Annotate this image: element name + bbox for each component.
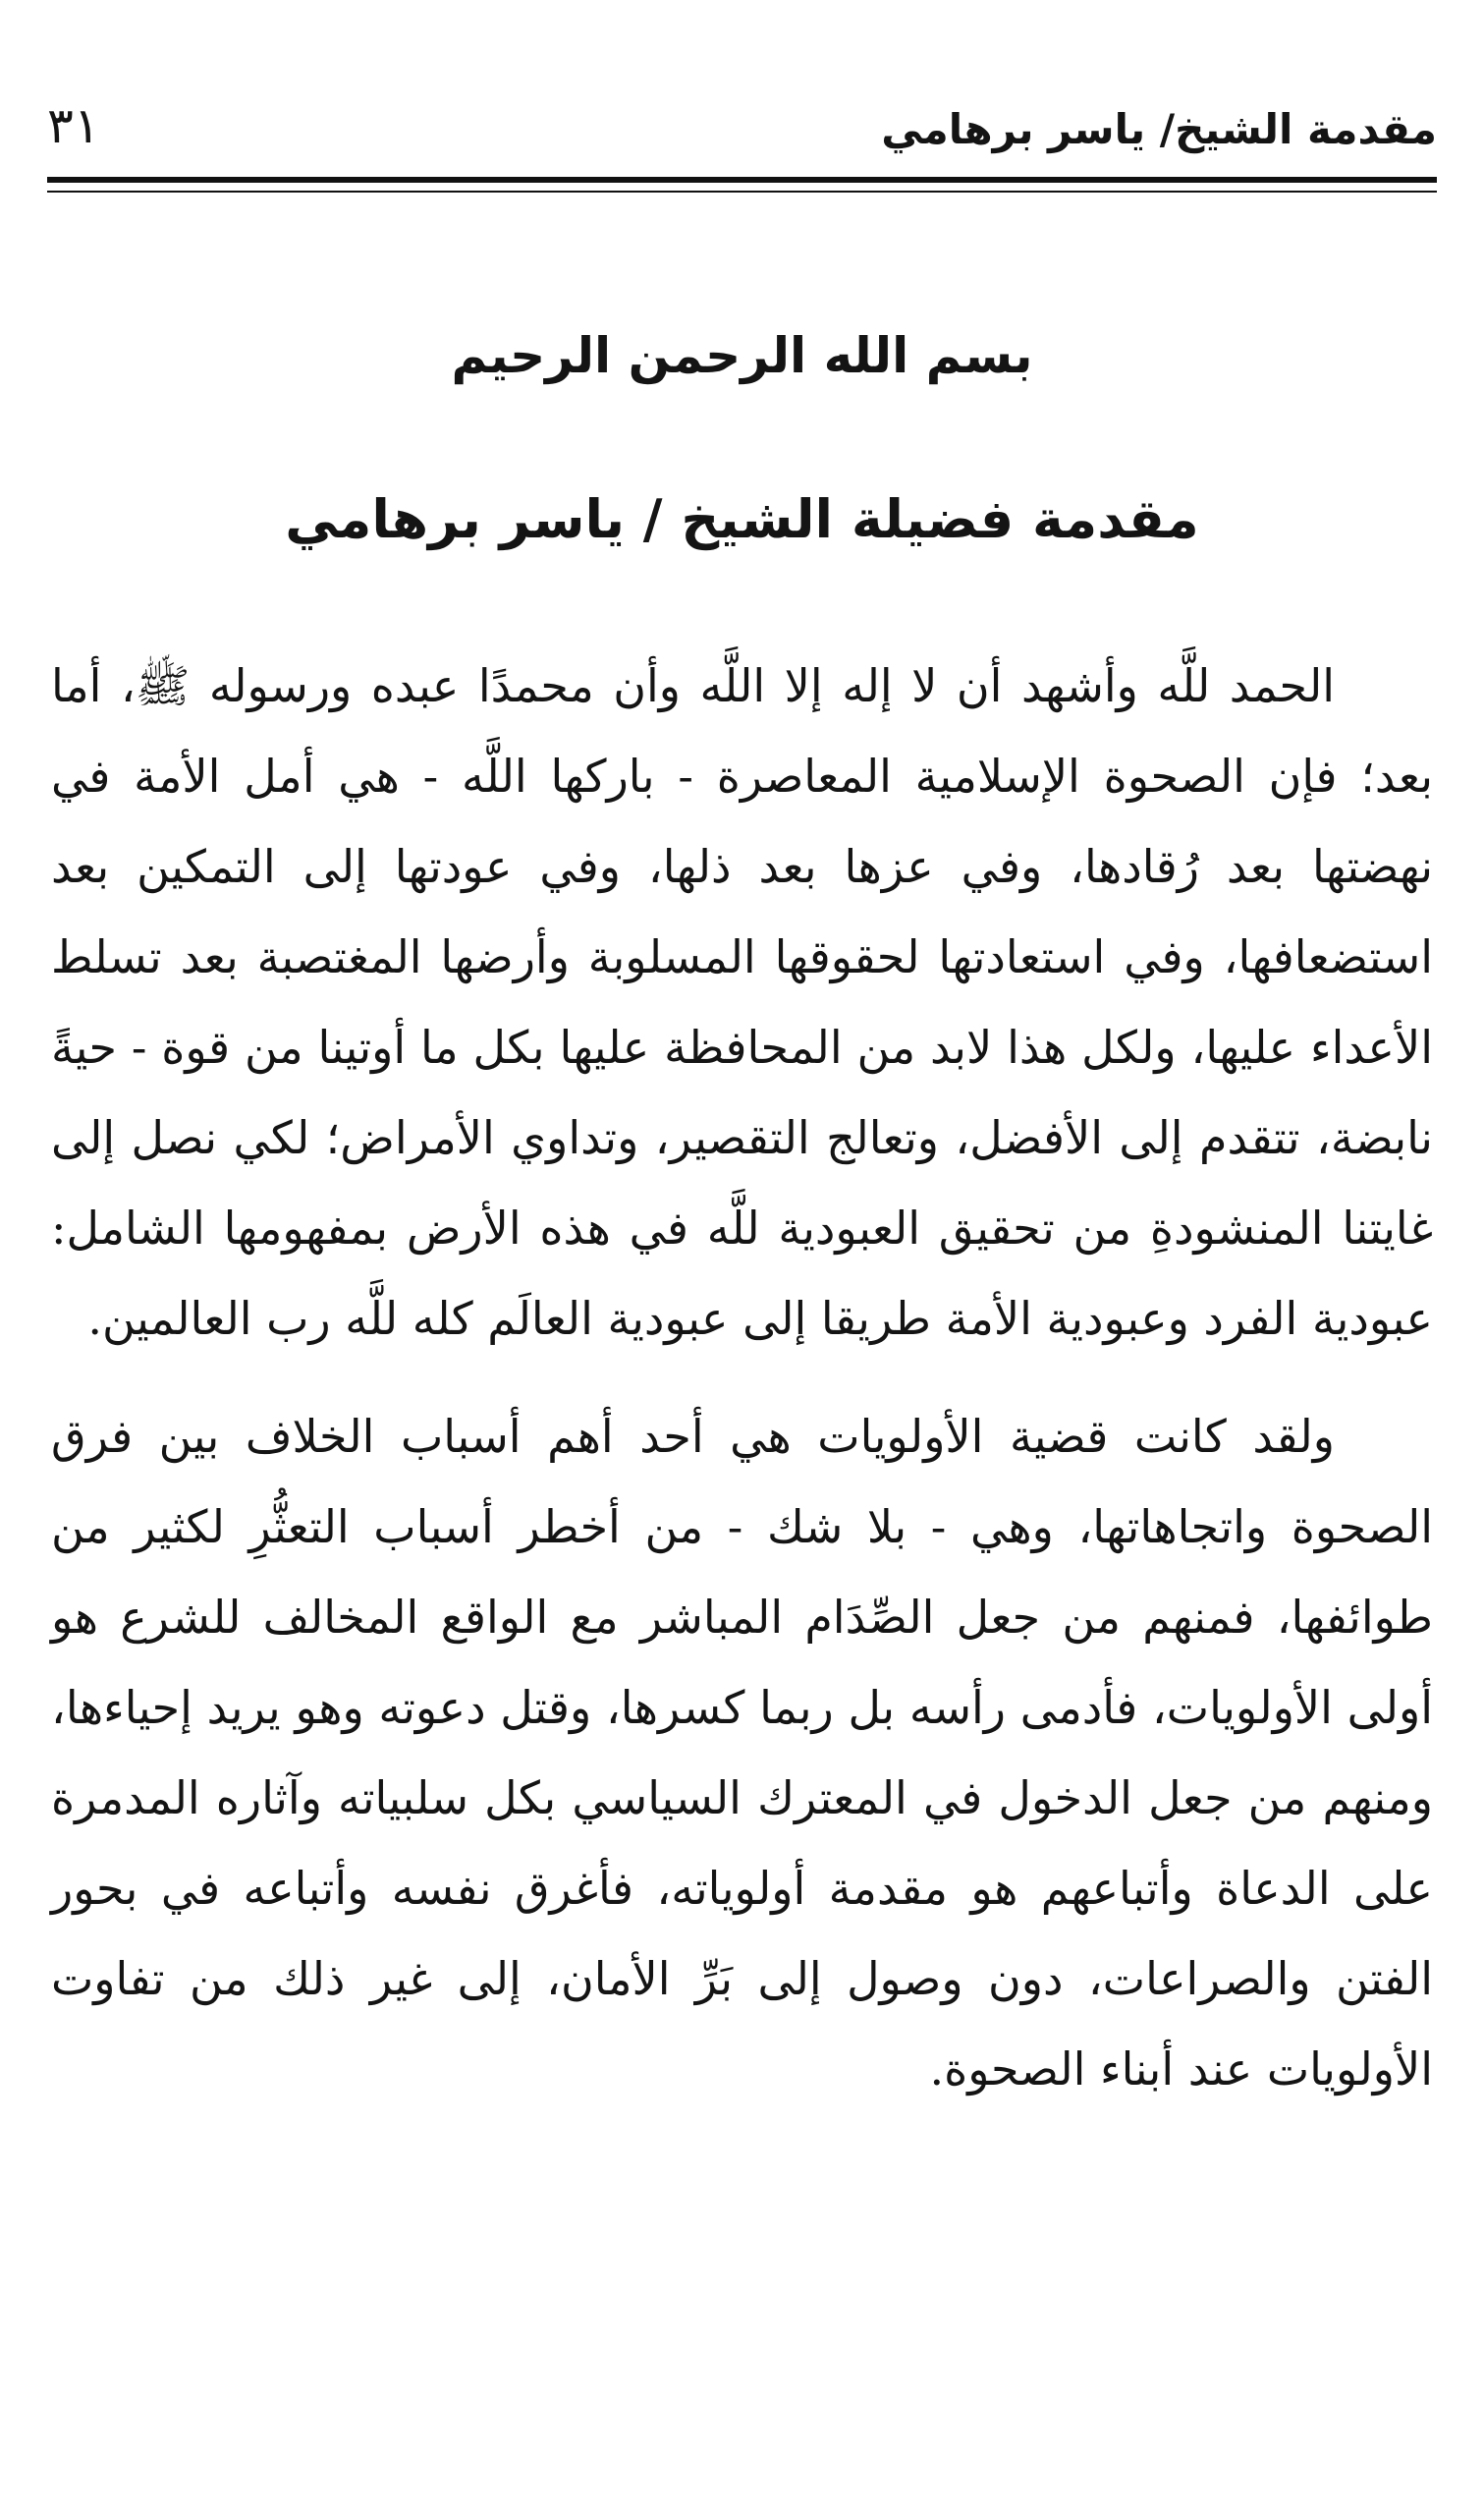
header-rule-thin: [47, 191, 1437, 193]
paragraph-2: ولقد كانت قضية الأولويات هي أحد أهم أسباب الخلاف بين فرق الصحوة واتجاهاتها، وهي - بلا شك - من أخطر أسباب التعثُّرِ لكثير من طوائفها، فمنهم من جعل الصِّدَام المباشر مع الواقع المخالف للشرع هو أولى الأولويات، فأدمى رأسه بل ربما كسرها، وقتل دعوته وهو يريد إحياءها، ومنهم من جعل الدخول في المعترك السياسي بكل سلبياته وآثاره المدمرة على الدعاة وأتباعهم هو مقدمة أولوياته، فأغرق نفسه وأتباعه في بحور الفتن والصراعات، دون وصول إلى بَرِّ الأمان، إلى غير ذلك من تفاوت الأولويات عند أبناء الصحوة.: [51, 1410, 1433, 2096]
running-title: مقدمة الشيخ/ ياسر برهامي: [881, 105, 1437, 153]
page-number: ٣١: [47, 97, 100, 154]
paragraph-1: الحمد للَّه وأشهد أن لا إله إلا اللَّه وأن محمدًا عبده ورسوله ﷺ، أما بعد؛ فإن الصحوة الإسلامية المعاصرة - باركها اللَّه - هي أمل الأمة في نهضتها بعد رُقادها، وفي عزها بعد ذلها، وفي عودتها إلى التمكين بعد استضعافها، وفي استعادتها لحقوقها المسلوبة وأرضها المغتصبة بعد تسلط الأعداء عليها، ولكل هذا لابد من المحافظة عليها بكل ما أوتينا من قوة - حيةً نابضة، تتقدم إلى الأفضل، وتعالج التقصير، وتداوي الأمراض؛ لكي نصل إلى غايتنا المنشودةِ من تحقيق العبودية للَّه في هذه الأرض بمفهومها الشامل: عبودية الفرد وعبودية الأمة طريقا إلى عبودية العالَم كله للَّه رب العالمين.: [51, 659, 1433, 1345]
running-header: [47, 77, 1437, 165]
section-heading: مقدمة فضيلة الشيخ / ياسر برهامي: [285, 488, 1199, 550]
basmala: بسم الله الرحمن الرحيم: [451, 327, 1033, 384]
header-rule-thick: [47, 177, 1437, 183]
body-text: [51, 641, 1433, 2114]
